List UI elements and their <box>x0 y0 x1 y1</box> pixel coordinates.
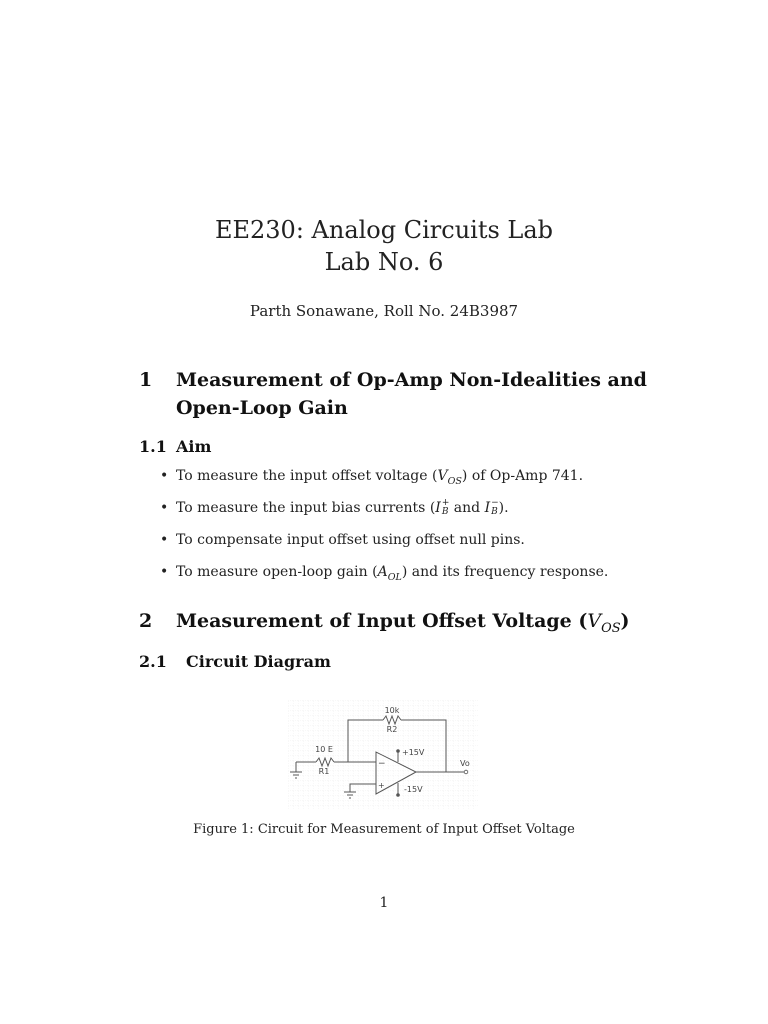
section-2-heading <box>139 607 699 635</box>
section-2-title: Measurement of Input Offset Voltage $(V_{OS})$ <box>176 610 630 636</box>
section-1-number: 1 <box>139 369 153 391</box>
section-1-title-line-2: Open-Loop Gain <box>176 397 348 419</box>
title-line-2: Lab No. 6 <box>324 248 444 276</box>
inverting-sign: − <box>378 759 386 769</box>
r1-value-label: 10 E <box>315 745 333 754</box>
r2-value-label: 10k <box>384 706 400 715</box>
negative-supply-label: -15V <box>404 785 423 794</box>
document-page: EE230: Analog Circuits Lab Lab No. 6 Parth Sonawane, Roll No. 24B3987 1 Measurement of Op-Amp Non-Idealities and Open-Loop Gain 1.1 Aim • To measure the input offset voltage $(V_{OS})$ of Op-Amp 741. • To measure the input bias currents (I + B and I − B ). • To compensate input offset using offset null pins. • To measure open-loop gain $(A_{OL})$ and its frequency response. 2 Measurement of Input Offset Voltage $(V_{OS})$ 2.1 Circuit Diagram 10k R2 10 E R1 +15V -15V Vo − + Figure 1: Circuit for Measurement of Input Offset Voltage 1 <box>0 0 768 1024</box>
negative-supply-terminal <box>396 793 400 797</box>
title-line-1: EE230: Analog Circuits Lab <box>214 216 554 244</box>
circuit-diagram <box>288 700 478 810</box>
figure-caption: Figure 1: Circuit for Measurement of Input Offset Voltage <box>193 822 575 837</box>
subsection-1-1-heading <box>139 436 439 458</box>
section-1-title-line-1: Measurement of Op-Amp Non-Idealities and <box>176 369 647 391</box>
positive-supply-terminal <box>396 749 400 753</box>
noninverting-sign: + <box>378 781 385 790</box>
section-1-heading <box>139 366 659 422</box>
positive-supply-label: +15V <box>402 748 425 757</box>
r2-name-label: R2 <box>386 725 398 734</box>
subsection-2-1-number: 2.1 <box>139 652 167 671</box>
subsection-1-1-number: 1.1 <box>139 437 167 456</box>
output-terminal <box>464 770 468 774</box>
subsection-1-1-title: Aim <box>176 437 212 456</box>
section-2-number: 2 <box>139 610 153 632</box>
r1-name-label: R1 <box>318 767 330 776</box>
subsection-2-1-title: Circuit Diagram <box>186 652 331 671</box>
subsection-2-1-heading <box>139 651 439 673</box>
document-title <box>0 214 768 278</box>
author-line: Parth Sonawane, Roll No. 24B3987 <box>249 302 519 320</box>
output-label: Vo <box>460 759 470 768</box>
page-number: 1 <box>379 895 389 911</box>
